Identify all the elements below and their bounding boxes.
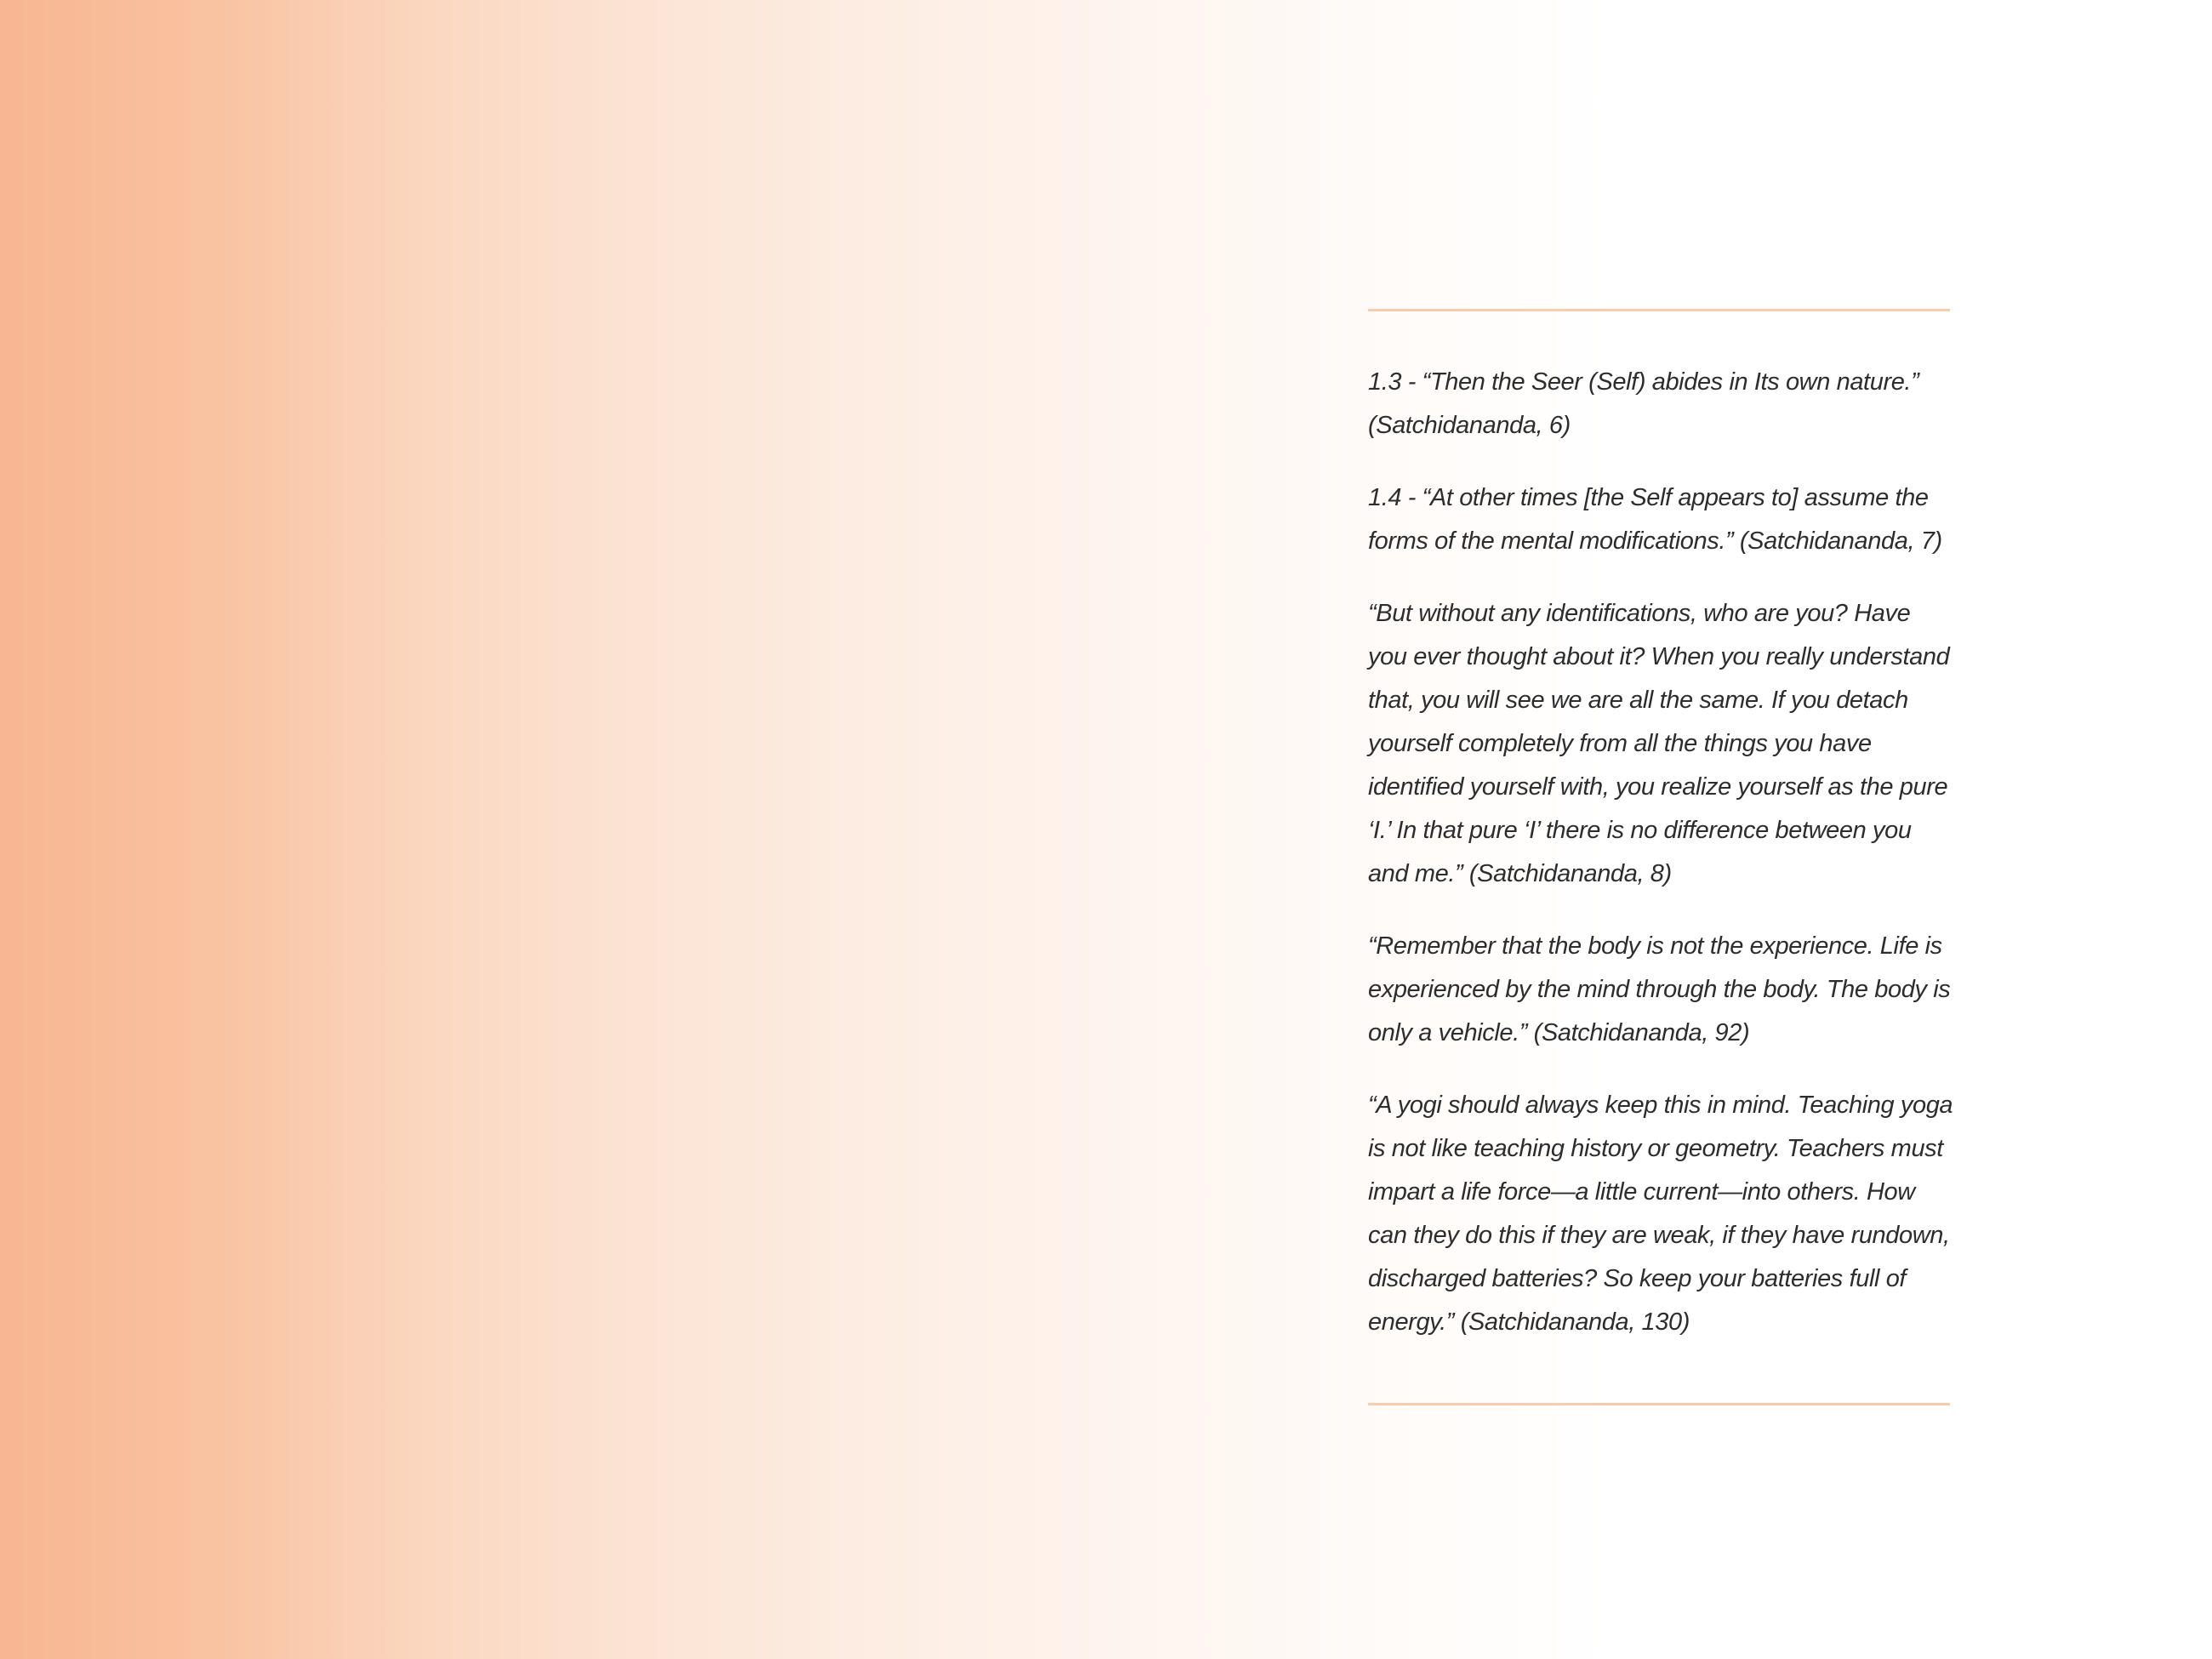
quote-paragraph: 1.4 - “At other times [the Self appears to] assume the forms of the mental modifications.” (Satchidananda, 7): [1368, 484, 1942, 555]
quotes-column: [1368, 361, 1955, 1344]
quote-paragraph: “But without any identifications, who are you? Have you ever thought about it? When you really understand that, you will see we are all the same. If you detach yourself completely from all the things you have identified yourself with, you realize yourself as the pure ‘I.’ In that pure ‘I’ there is no difference between you and me.” (Satchidananda, 8): [1368, 600, 1950, 887]
quote-paragraph: “A yogi should always keep this in mind. Teaching yoga is not like teaching history or geometry. Teachers must impart a life force—a little current—into others. How can they do this if they are weak, if they have rundown, discharged batteries? So keep your batteries full of energy.” (Satchidananda, 130): [1368, 1092, 1953, 1336]
quote-paragraph: 1.3 - “Then the Seer (Self) abides in Its own nature.” (Satchidananda, 6): [1368, 368, 1919, 439]
bottom-divider-line: [1368, 1403, 1950, 1405]
quote-paragraph: “Remember that the body is not the experience. Life is experienced by the mind through the body. The body is only a vehicle.” (Satchidananda, 92): [1368, 932, 1951, 1046]
top-divider-line: [1368, 309, 1950, 311]
